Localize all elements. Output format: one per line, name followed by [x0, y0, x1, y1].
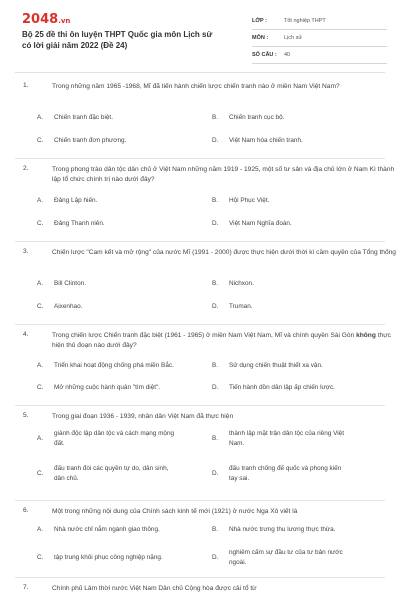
option-letter: A. [37, 526, 44, 533]
document-header [0, 0, 400, 72]
option-letter: B. [212, 114, 219, 121]
option-letter: C. [37, 303, 44, 310]
option-letter: C. [37, 137, 44, 144]
question-5 [15, 406, 385, 501]
option-letter: B. [212, 197, 219, 204]
option-text: Chiến tranh đơn phương. [54, 137, 127, 144]
option-text-line-1: nghiêm cấm sự đầu tư của tư bản nước [229, 549, 343, 556]
question-text-before: Trong chiến lược Chiến tranh đặc biệt (1961 - 1965) ở miền Nam Việt Nam, Mĩ và chính quyền Sài Gòn [52, 332, 357, 339]
document-meta [252, 14, 387, 65]
question-6 [15, 501, 385, 578]
option-letter: A. [37, 362, 44, 369]
question-text: Trong giai đoạn 1936 - 1939, nhân dân Việt Nam đã thực hiện [52, 413, 234, 420]
meta-label-class: LỚP : [252, 18, 267, 25]
option-text: Triển khai hoạt động chống phá miền Bắc. [54, 362, 174, 369]
option-text: Nhà nước trưng thu lương thực thừa. [229, 526, 336, 533]
question-number: 4. [23, 331, 29, 338]
option-letter: D. [212, 303, 219, 310]
question-7 [15, 578, 385, 598]
option-d[interactable] [212, 548, 382, 568]
option-text: Sử dụng chiến thuật thiết xa vận. [229, 362, 323, 369]
header-divider [15, 72, 385, 73]
option-letter: D. [212, 220, 219, 227]
option-letter: A. [37, 435, 44, 442]
option-letter: A. [37, 114, 44, 121]
meta-row-question-count [252, 48, 387, 64]
question-3 [15, 242, 396, 325]
option-letter: D. [212, 554, 219, 561]
question-text: Trong những năm 1965 -1968, Mĩ đã tiến hành chiến lược chiến tranh nào ở miền Nam Việt Nam? [52, 83, 340, 90]
question-text: Chiến lược "Cam kết và mở rộng" của nước Mĩ (1991 - 2000) được thực hiện dưới thời kì cầm quyền của Tổng thống [52, 249, 396, 256]
option-letter: D. [212, 137, 219, 144]
option-letter: A. [37, 197, 44, 204]
question-number: 1. [23, 82, 29, 89]
option-text: Truman. [229, 303, 253, 310]
option-text: Việt Nam Nghĩa đoàn. [229, 220, 292, 227]
meta-value-class: Tốt nghiệp THPT [284, 18, 326, 25]
option-text: Đảng Thanh niên. [54, 220, 105, 227]
option-text-line-1: đấu tranh đòi các quyền tự do, dân sinh, [54, 465, 169, 472]
question-list [0, 76, 400, 598]
question-number: 5. [23, 412, 29, 419]
option-text: Bill Clinton. [54, 280, 86, 287]
option-text: Aixenhao. [54, 303, 83, 310]
question-number: 3. [23, 248, 29, 255]
question-text-emphasis: không [356, 332, 376, 339]
option-letter: D. [212, 384, 219, 391]
option-text: Mở những cuộc hành quân "tìm diệt". [54, 384, 161, 391]
option-text-line-1: đấu tranh chống đế quốc và phong kiến [229, 465, 342, 472]
option-text: Hội Phục Việt. [229, 197, 270, 204]
question-2 [15, 159, 395, 242]
meta-label-question-count: SỐ CÂU : [252, 52, 277, 59]
option-letter: B. [212, 435, 219, 442]
site-logo[interactable] [22, 12, 70, 27]
option-text-line-2: ngoài. [229, 559, 247, 566]
option-text: Chiến tranh cục bộ. [229, 114, 285, 121]
option-text: Nichxon. [229, 280, 254, 287]
option-c[interactable] [37, 464, 207, 484]
option-letter: B. [212, 526, 219, 533]
logo-main-text: 2048 [22, 12, 59, 27]
option-text: Việt Nam hóa chiến tranh. [229, 137, 303, 144]
option-letter: C. [37, 384, 44, 391]
option-d[interactable] [212, 464, 382, 484]
option-text: tập trung khôi phục công nghiệp nặng. [54, 554, 163, 561]
option-text: Chiến tranh đặc biệt. [54, 114, 113, 121]
meta-row-class [252, 14, 387, 30]
document-title: Bộ 25 đề thi ôn luyện THPT Quốc gia môn Lịch sử có lời giải năm 2022 (Đề 24) [22, 30, 213, 50]
question-text [52, 331, 397, 351]
question-text: Chính phủ Lâm thời nước Việt Nam Dân chủ Cộng hòa được cải tổ từ [52, 585, 257, 592]
option-text-line-2: Nam. [229, 440, 245, 447]
option-letter: C. [37, 220, 44, 227]
question-text: Trong phong trào dân tộc dân chủ ở Việt Nam những năm 1919 - 1925, một số tư sản và địa chủ lớn ở Nam Kì thành lập tổ chức chính trị nào dưới đây? [52, 166, 395, 183]
question-text-after: thực hiện thủ đoạn nào dưới đây? [52, 332, 391, 349]
option-a[interactable] [37, 429, 207, 449]
option-text: Nhà nước chỉ nắm ngành giao thông. [54, 526, 160, 533]
meta-label-subject: MÔN : [252, 35, 269, 42]
option-letter: B. [212, 280, 219, 287]
option-letter: A. [37, 280, 44, 287]
option-text-line-2: tay sai. [229, 475, 250, 482]
option-text-line-2: đất. [54, 440, 65, 447]
option-letter: B. [212, 362, 219, 369]
meta-row-subject [252, 31, 387, 47]
question-1 [15, 76, 385, 159]
logo-domain-text: .vn [58, 17, 71, 25]
meta-value-question-count: 40 [284, 52, 291, 59]
option-text-line-1: thành lập mặt trận dân tộc của riêng Việt [229, 430, 344, 437]
option-text-line-2: dân chủ. [54, 475, 79, 482]
option-b[interactable] [212, 429, 382, 449]
option-text: Tiến hành dồn dân lập ấp chiến lược. [229, 384, 335, 391]
option-text-line-1: giành độc lập dân tộc và cách mạng mộng [54, 430, 175, 437]
option-letter: D. [212, 470, 219, 477]
option-letter: C. [37, 554, 44, 561]
question-number: 6. [23, 507, 29, 514]
option-text: Đảng Lập hiến. [54, 197, 98, 204]
question-number: 2. [23, 165, 29, 172]
option-letter: C. [37, 470, 44, 477]
question-4 [15, 325, 391, 406]
meta-value-subject: Lịch sử [284, 35, 303, 42]
question-text: Một trong những nội dung của Chính sách kinh tế mới (1921) ở nước Nga Xô viết là [52, 508, 298, 515]
question-number: 7. [23, 584, 29, 591]
